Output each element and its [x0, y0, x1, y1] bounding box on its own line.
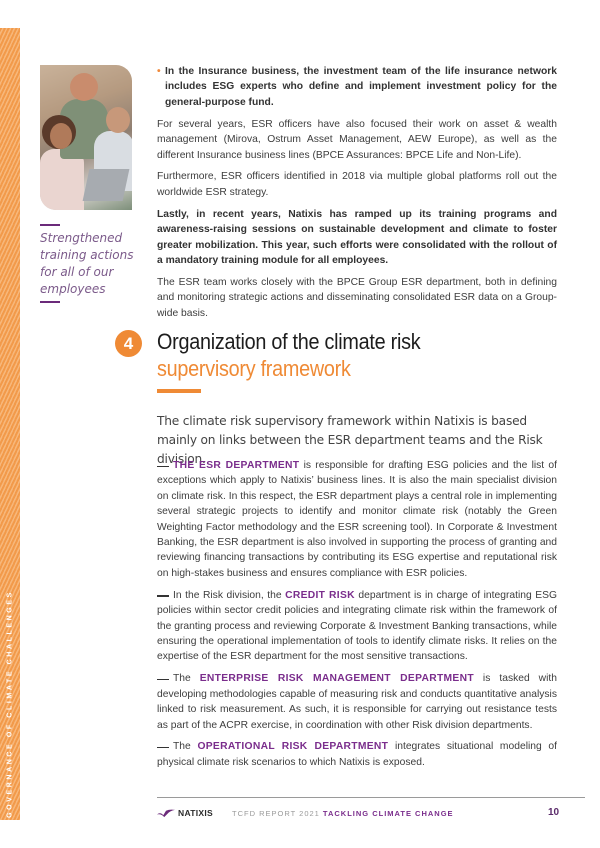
dash-icon — [157, 679, 169, 681]
section-intro: The climate risk supervisory framework within Natixis is based mainly on links between the ESR department teams and the Risk division. — [157, 414, 543, 466]
paragraph: The ESR team works closely with the BPCE Group ESR department, both in defining and monitoring strategic actions and disseminating consolidated ESR data on a Group-wide basis. — [157, 276, 557, 319]
department-item: THE ESR DEPARTMENT is responsible for drafting ESG policies and the list of exceptions which apply to Natixis’ business lines. It is also the main specialist division on climate risk. In this respect, the ESR department plays a central role in implementing several strategic projects to identify and monitor climate risk (notably the Green Weighting Factor methodology and the ESR screening tool). In Corporate & Investment Banking, the ESR department is also involved in supporting the process of granting and reviewing financing transactions by contributing its ESG expertise and reputational risk on high-stakes business and ensures compliance with ESR policies. — [157, 460, 557, 579]
bullet-dot-icon: • — [157, 66, 161, 77]
side-stripe — [0, 28, 20, 820]
footer-rule — [157, 797, 585, 798]
department-item: The ENTERPRISE RISK MANAGEMENT DEPARTMENT is tasked with developing methodologies capable of measuring risk and conducts quantitative analysis linked to risk measurement. As such, it is responsible for carrying out resistance tests as part of the ACPR exercise, in coordination with other Risk division departments. — [157, 673, 557, 731]
sidenote-quote: Strengthened training actions for all of our employees — [40, 231, 134, 296]
section-title-line2: supervisory framework — [157, 356, 351, 381]
dash-icon — [157, 466, 169, 468]
department-item: In the Risk division, the CREDIT RISK department is in charge of integrating ESG policies within sector credit policies and integrating climate risk within the framework of the granting process and reviewing Corporate & Investment Banking transactions, while ensuring the operational implementation of tools to identify climate risks. It relies on the expertise of the ESR department for the most sensitive transactions. — [157, 589, 558, 663]
paragraph: Furthermore, ESR officers identified in 2018 via multiple global platforms roll out the worldwide ESR strategy. — [157, 171, 557, 198]
chapter-label: GOVERNANCE OF CLIMATE CHALLENGES — [6, 590, 14, 818]
sidenote-bottom-rule — [40, 301, 60, 303]
footer-report-title: TCFD REPORT 2021 TACKLING CLIMATE CHANGE — [232, 809, 454, 818]
insurance-bullet: • In the Insurance business, the investment team of the life insurance network includes ESG experts who define and implement investment policy for the general-purpose fund. — [157, 66, 557, 108]
brand-name: NATIXIS — [178, 808, 214, 818]
natixis-mark-icon — [157, 809, 175, 818]
section-underline — [157, 389, 201, 393]
paragraph: For several years, ESR officers have also focused their work on asset & wealth management (Mirova, Ostrum Asset Management, AEW Europe), as well as the different Insurance business lines (BPCE Assurances: BPCE Life and Non-Life). — [157, 118, 557, 161]
dash-icon — [157, 595, 169, 597]
sidenote-top-rule — [40, 224, 60, 226]
team-photo — [40, 65, 132, 210]
dash-icon — [157, 747, 169, 749]
top-column — [157, 64, 557, 328]
departments-list — [157, 458, 557, 777]
section-number-badge: 4 — [115, 330, 142, 357]
natixis-logo — [157, 808, 213, 818]
page-number: 10 — [548, 807, 560, 818]
training-paragraph: Lastly, in recent years, Natixis has ramped up its training programs and awareness-raising sessions on sustainable development and climate to foster greater mobilization. This year, such efforts were consolidated with the rollout of a mandatory training module for all employees. — [157, 208, 557, 266]
section-title-line1: Organization of the climate risk — [157, 329, 421, 354]
department-item: The OPERATIONAL RISK DEPARTMENT integrates situational modeling of physical climate risk scenarios to which Natixis is exposed. — [157, 741, 557, 768]
section-title — [157, 328, 420, 382]
